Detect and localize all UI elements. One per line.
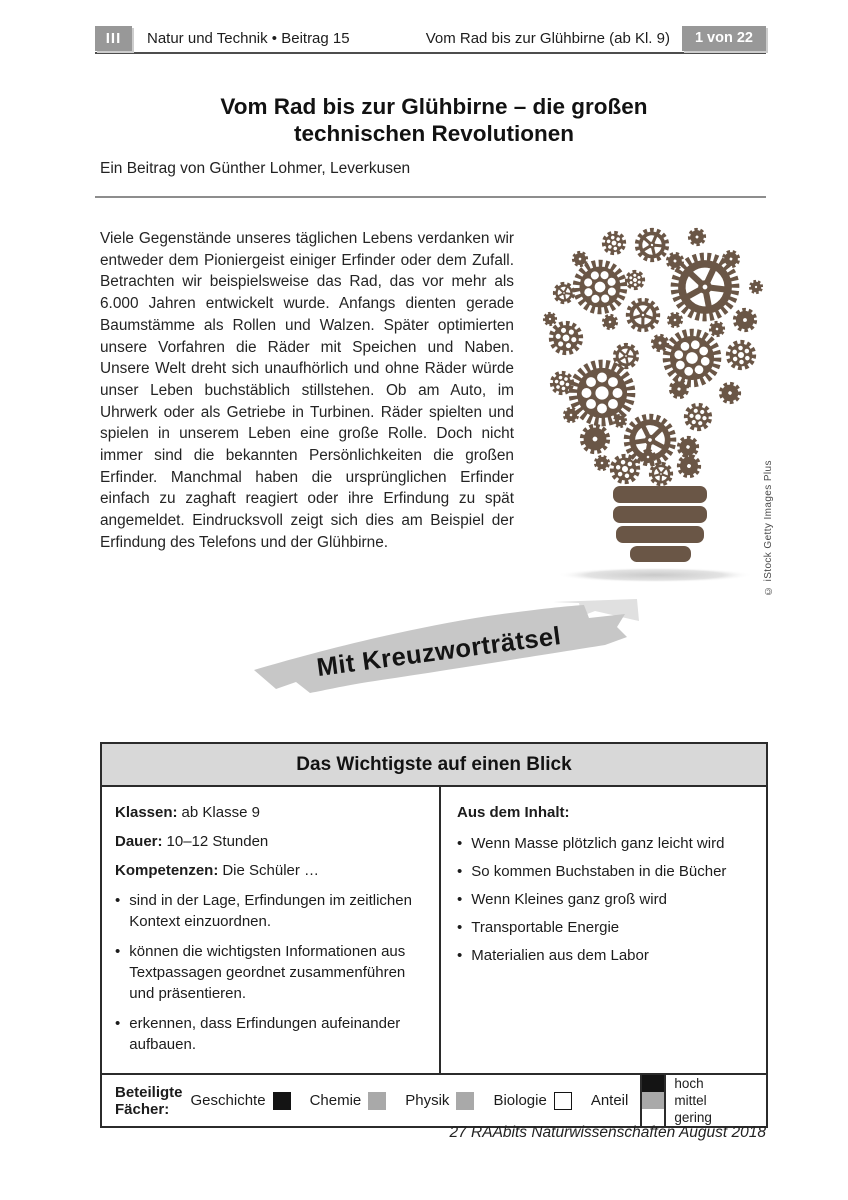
bullet-item: [457, 917, 754, 938]
subject-item: [191, 1092, 291, 1110]
bulb-screw-base: [613, 486, 707, 562]
banner-text: Mit Kreuzworträtsel: [315, 622, 563, 683]
subjects-list: [191, 1092, 591, 1110]
overview-box: [100, 742, 768, 1128]
key-value-row: [115, 831, 427, 852]
bullet-text: • Wenn Masse plötzlich ganz leicht wird: [471, 835, 725, 852]
competency-bullet-list: [115, 890, 427, 1055]
section-badge: III: [95, 26, 132, 51]
header-topic-label: Vom Rad bis zur Glühbirne (ab Kl. 9): [425, 29, 670, 47]
page-title-line2: technischen Revolutionen: [293, 121, 575, 146]
subjects-label: Beteiligte Fächer:: [115, 1083, 183, 1118]
bullet-text: • Materialien aus dem Labor: [471, 947, 649, 964]
subject-name: Geschichte: [190, 1092, 266, 1109]
key-value: 10–12 Stunden: [166, 833, 269, 850]
legend-square: [642, 1092, 664, 1109]
bullet-item: [115, 890, 427, 932]
intro-paragraph: Viele Gegenstände unseres täglichen Lebens verdanken wir entweder dem Pioniergeist einiger Erfinder oder dem Zufall. Betrachten wir beispielsweise das Rad, das vor mehr als 6.000 Jahren entwickelt wurde. Anfangs dienten gerade Baumstämme als Rollen und Walzen. Später optimierten unsere Vorfahren die Räder mit Speichen und Naben. Unsere Welt dreht sich unaufhörlich und ohne Räder würde unser Leben buchstäblich stillstehen. Ob am Auto, im Uhrwerk oder als Getriebe in Turbinen. Räder spielten und spielen in unserem Leben eine große Rolle. Doch nicht immer sind die bekannten Persönlichkeiten die großen Erfinder. Manchmal haben die ursprünglichen Erfinder einfach zu zaghaft reagiert oder ihre Erfindung zu spät angemeldet. Eindrucksvoll zeigt sich dies am Beispiel der Erfindung des Telefons und der Glühbirne.: [100, 230, 514, 551]
header-series-label: Natur und Technik • Beitrag 15: [147, 29, 350, 47]
horizontal-divider: [95, 196, 766, 198]
anteil-label: Anteil: [590, 1092, 629, 1109]
bullet-text: • erkennen, dass Erfindungen aufeinander aufbauen.: [129, 1015, 401, 1053]
bullet-text: • Wenn Kleines ganz groß wird: [471, 891, 667, 908]
key-label: Dauer:: [115, 833, 163, 850]
key-value-row: [115, 802, 427, 823]
bulb-shadow: [557, 568, 753, 583]
subject-level-square: [368, 1092, 386, 1110]
overview-box-title: Das Wichtigste auf einen Blick: [102, 744, 766, 787]
bullet-text: • So kommen Buchstaben in die Bücher: [471, 863, 727, 880]
overview-left-column: [102, 787, 441, 1073]
overview-right-column: [441, 787, 766, 1073]
content-bullet-list: [457, 833, 754, 966]
subject-level-square: [456, 1092, 474, 1110]
page-number-badge: 1 von 22: [682, 26, 766, 51]
bullet-item: [457, 861, 754, 882]
crossword-banner: [248, 596, 640, 702]
legend-square: [642, 1075, 664, 1092]
gear-cluster: [542, 227, 764, 488]
key-value: ab Klasse 9: [181, 804, 260, 821]
bullet-item: [115, 941, 427, 1004]
legend-squares: [640, 1075, 666, 1126]
key-value: Die Schüler …: [222, 862, 320, 879]
anteil-legend: [640, 1075, 769, 1126]
page-title-line1: Vom Rad bis zur Glühbirne – die großen: [220, 94, 648, 119]
subject-name: Chemie: [309, 1092, 362, 1109]
subjects-row: [102, 1073, 766, 1126]
subject-level-square: [554, 1092, 572, 1110]
key-label: Kompetenzen:: [115, 862, 219, 879]
key-value-list: [115, 802, 427, 881]
author-line: Ein Beitrag von Günther Lohmer, Leverkusen: [100, 160, 411, 177]
page-title: [100, 93, 768, 147]
bullet-text: • sind in der Lage, Erfindungen im zeitlichen Kontext einzuordnen.: [129, 892, 412, 930]
subject-level-square: [273, 1092, 291, 1110]
content-list-title: Aus dem Inhalt:: [457, 804, 570, 821]
bullet-item: [457, 833, 754, 854]
key-label: Klassen:: [115, 804, 178, 821]
overview-columns: [102, 787, 766, 1073]
subject-item: [493, 1092, 571, 1110]
legend-label: mittel: [674, 1093, 707, 1108]
legend-label: hoch: [674, 1076, 704, 1091]
bullet-item: [457, 889, 754, 910]
bullet-text: • Transportable Energie: [471, 919, 620, 936]
bullet-text: • können die wichtigsten Informationen aus Textpassagen geordnet zusammenführen und präsentieren.: [129, 943, 406, 1002]
bullet-item: [115, 1013, 427, 1055]
legend-label: gering: [674, 1110, 712, 1125]
subject-name: Physik: [405, 1092, 450, 1109]
bullet-item: [457, 945, 754, 966]
subject-name: Biologie: [493, 1092, 547, 1109]
image-credit: © iStock Getty Images Plus: [763, 460, 774, 596]
footer-credit: 27 RAAbits Naturwissenschaften August 2018: [449, 1124, 766, 1141]
subject-item: [310, 1092, 387, 1110]
gear-lightbulb-illustration: [540, 225, 780, 600]
subject-item: [405, 1092, 474, 1110]
key-value-row: [115, 860, 427, 881]
header-bar: [95, 24, 766, 54]
legend-labels: [666, 1075, 769, 1126]
